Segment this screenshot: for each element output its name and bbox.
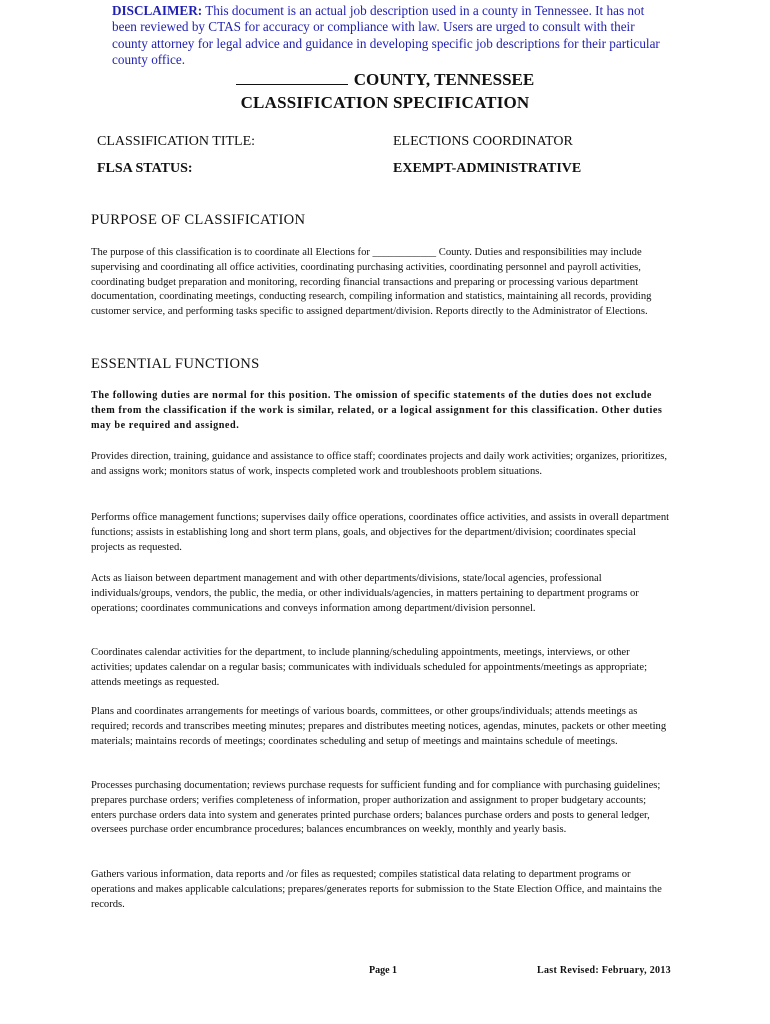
disclaimer-text: This document is an actual job description used in a county in Tennessee. It has not been reviewed by CTAS for accuracy or compliance with law. Users are urged to consult with their county attorney for legal advice and guidance in developing specific job descriptions for their particular county office. [112,3,660,67]
flsa-status-label: FLSA STATUS: [97,161,193,176]
function-paragraph: Gathers various information, data reports and /or files as requested; compiles statistical data relating to department programs or operations and makes applicable calculations; prepares/generates reports for submission to the State Election Office, and maintains the records. [91,869,662,910]
county-name-blank [236,70,348,85]
function-paragraph: Coordinates calendar activities for the department, to include planning/scheduling appointments, meetings, interviews, or other activities; updates calendar on a regular basis; communicates with individuals scheduled for appointments/meetings as appropriate; attends meetings as requested. [91,647,648,688]
function-paragraph: Plans and coordinates arrangements for meetings of various boards, committees, or other groups/individuals; attends meetings as required; records and transcribes meeting minutes; prepares and distributes meeting notices, agendas, minutes, packets or other meeting materials; maintains records of meetings; coordinates scheduling and setup of meetings and maintains schedule of meetings. [91,706,667,747]
essential-functions-heading: ESSENTIAL FUNCTIONS [91,356,260,372]
function-paragraph: Provides direction, training, guidance and assistance to office staff; coordinates projects and daily work activities; organizes, prioritizes, and assigns work; monitors status of work, inspects completed work and troubleshoots problem situations. [91,451,668,477]
function-paragraph: Acts as liaison between department management and with other departments/divisions, state/local agencies, professional individuals/groups, vendors, the public, the media, or other individuals/agencies, in matters pertaining to department programs or operations; coordinates communications and conveys information among department/division personnel. [91,573,639,614]
essential-functions-intro: The following duties are normal for this position. The omission of specific statements of the duties does not exclude them from the classification if the work is similar, related, or a logical assignment for this classification. Other duties may be required and assigned. [91,390,663,431]
document-title: CLASSIFICATION SPECIFICATION [240,93,530,112]
disclaimer-heading: DISCLAIMER: [112,3,203,18]
purpose-paragraph: The purpose of this classification is to coordinate all Elections for ____________ County. Duties and responsibilities may include supervising and coordinating all office activities, coordinating purchasing activities, coordinating personnel and payroll activities, coordinating budget preparation and monitoring, recording financial transactions and preparing or processing various department documentation, coordinating meetings, conducting research, compiling information and statistics, maintaining all records, providing customer service, and performing tasks specific to assigned department/division. Reports directly to the Administrator of Elections. [91,247,652,318]
flsa-status-value: EXEMPT-ADMINISTRATIVE [393,161,582,176]
function-paragraph: Performs office management functions; supervises daily office operations, coordinates office activities, and assists in overall department functions; assists in establishing long and short term plans, goals, and objectives for the department/division; coordinates special projects as requested. [91,512,670,553]
county-title [0,70,770,90]
classification-title-label: CLASSIFICATION TITLE: [97,134,256,149]
purpose-heading: PURPOSE OF CLASSIFICATION [91,212,306,228]
function-paragraph: Processes purchasing documentation; reviews purchase requests for sufficient funding and for compliance with purchasing guidelines; prepares purchase orders; verifies completeness of information, proper authorization and assignment to proper budgetary accounts; enters purchase orders data into system and generates printed purchase orders; balances purchase orders and posts to general ledger, oversees purchase order encumbrance procedures; balances encumbrances on weekly, monthly and yearly basis. [91,780,661,836]
last-revised: Last Revised: February, 2013 [537,965,671,976]
page-number: Page 1 [369,965,398,976]
county-state-text: COUNTY, TENNESSEE [353,70,535,89]
disclaimer [112,3,672,68]
classification-title-value: ELECTIONS COORDINATOR [393,134,573,149]
